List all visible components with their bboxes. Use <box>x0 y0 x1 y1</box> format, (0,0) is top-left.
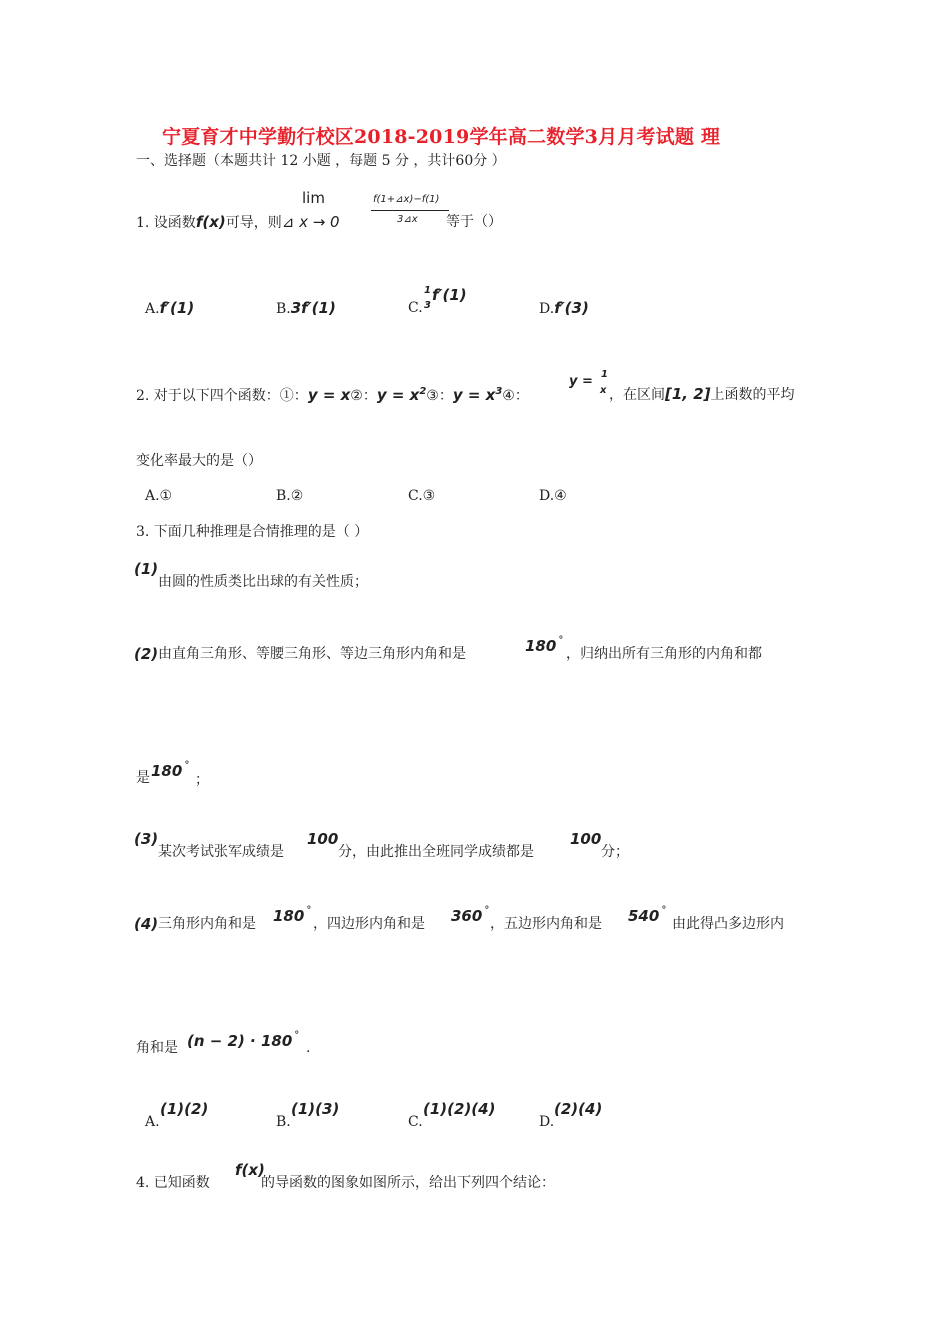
q2-func-4-den: x <box>600 385 607 396</box>
q2-text-4: ④： <box>502 388 529 404</box>
q3-item-4b-tail: . <box>306 1040 311 1056</box>
q3-item-2b-tail: ； <box>195 772 209 788</box>
q3-item-4-label: (4) <box>134 915 159 933</box>
q3-item-4b-formula: (n − 2) · 180˚ <box>187 1030 299 1050</box>
q3-item-2-text: 由直角三角形、等腰三角形、等边三角形内角和是 <box>158 646 466 662</box>
q1-option-c-value: f′(1) <box>432 286 467 304</box>
q3-item-4-text-3: ，五边形内角和是 <box>490 916 602 932</box>
q2-func-4-num: 1 <box>601 369 608 380</box>
q3-item-2b-degree: 180˚ <box>151 760 189 780</box>
q3-item-1-text: 由圆的性质类比出球的有关性质； <box>158 574 368 590</box>
q1-function: f(x) <box>195 213 226 231</box>
q2-option-d: D.④ <box>539 488 567 504</box>
q3-option-a-value: (1)(2) <box>160 1100 209 1118</box>
q2-func-4-lhs: y = <box>569 374 593 389</box>
section-header: 一、选择题（本题共计 12 小题 ，每题 5 分 ，共计60分 ） <box>136 153 506 169</box>
q3-item-4-degree-540: 540˚ <box>628 905 666 925</box>
q2-prefix: 2. 对于以下四个函数：①： <box>136 388 308 404</box>
q1-suffix: 等于（） <box>446 214 502 230</box>
q2-func-2: $y = x^2$ <box>376 386 427 404</box>
q2-line-2: 变化率最大的是（） <box>136 453 262 469</box>
q3-item-3-score-2: 100 <box>570 830 602 848</box>
q3-item-2-tail: ，归纳出所有三角形的内角和都 <box>566 646 762 662</box>
q4-prefix: 4. 已知函数 <box>136 1175 210 1191</box>
q4-text: 的导函数的图象如图所示，给出下列四个结论： <box>261 1175 555 1191</box>
q2-option-c: C.③ <box>408 488 436 504</box>
q1-option-c-den: 3 <box>424 300 431 311</box>
q2-text-3: ③： <box>426 388 453 404</box>
q4-function: f(x) <box>235 1161 265 1179</box>
q3-prefix: 3. 下面几种推理是合情推理的是（ ） <box>136 524 369 540</box>
q3-item-2b-text: 是 <box>136 770 150 786</box>
q3-option-d-label: D. <box>539 1114 555 1130</box>
q3-item-4-text-4: 由此得凸多边形内 <box>672 916 784 932</box>
q3-option-b-value: (1)(3) <box>291 1100 340 1118</box>
q1-mid: 可导，则 <box>225 215 282 231</box>
q2-text-5: ，在区间 <box>609 387 665 403</box>
q1-option-c: C. <box>408 300 423 316</box>
q3-item-4-text-2: ，四边形内角和是 <box>313 916 425 932</box>
q3-item-3-label: (3) <box>134 830 159 848</box>
q3-item-4-degree-180: 180˚ <box>273 905 311 925</box>
q1-numerator: f(1+⊿x)−f(1) <box>373 194 440 205</box>
q1-option-d-value: f′(3) <box>554 299 589 317</box>
q1-option-a: A.f′(1) <box>145 299 195 317</box>
q2-func-1: y = x <box>307 386 351 404</box>
q3-item-1-label: (1) <box>134 560 159 578</box>
q3-item-4-text-1: 三角形内角和是 <box>158 916 256 932</box>
q3-option-d-value: (2)(4) <box>554 1100 603 1118</box>
limit-operator: lim <box>302 189 325 207</box>
q3-item-2-degree: 180˚ <box>525 635 563 655</box>
q3-option-a-label: A. <box>145 1114 160 1130</box>
q2-option-a: A.① <box>145 488 173 504</box>
q3-option-b-label: B. <box>276 1114 291 1130</box>
q2-func-3: $y = x^3$ <box>452 386 503 404</box>
q3-item-3-score-1: 100 <box>307 830 339 848</box>
q2-option-b: B.② <box>276 488 304 504</box>
q2-text-6: 上函数的平均 <box>710 387 795 403</box>
q3-item-2-label: (2) <box>134 645 159 663</box>
q1-prefix: 1. 设函数 <box>136 215 196 231</box>
q1-fraction-bar <box>371 210 449 211</box>
q3-item-4-degree-360: 360˚ <box>451 905 489 925</box>
q1-option-b: B.3f′(1) <box>276 299 336 317</box>
q1-option-d: D.f′(3) <box>539 299 589 317</box>
q2-interval: [1, 2] <box>665 385 711 403</box>
q1-option-a-value: f′(1) <box>159 299 195 317</box>
q3-item-3-text-1: 某次考试张军成绩是 <box>158 844 284 860</box>
q3-item-4b-text: 角和是 <box>136 1040 178 1056</box>
document-title: 宁夏育才中学勤行校区2018-2019学年高二数学3月月考试题 理 <box>162 126 721 148</box>
q3-option-c-label: C. <box>408 1114 423 1130</box>
q1-option-b-value: 3f′(1) <box>290 299 336 317</box>
q3-option-c-value: (1)(2)(4) <box>423 1100 496 1118</box>
q3-item-3-text-2: 分，由此推出全班同学成绩都是 <box>338 844 534 860</box>
q1-denominator: 3⊿x <box>397 214 418 225</box>
q2-text-2: ②： <box>350 388 377 404</box>
limit-subscript: ⊿ x → 0 <box>281 213 340 231</box>
q1-option-c-num: 1 <box>424 285 431 296</box>
q3-item-3-text-3: 分； <box>601 844 629 860</box>
